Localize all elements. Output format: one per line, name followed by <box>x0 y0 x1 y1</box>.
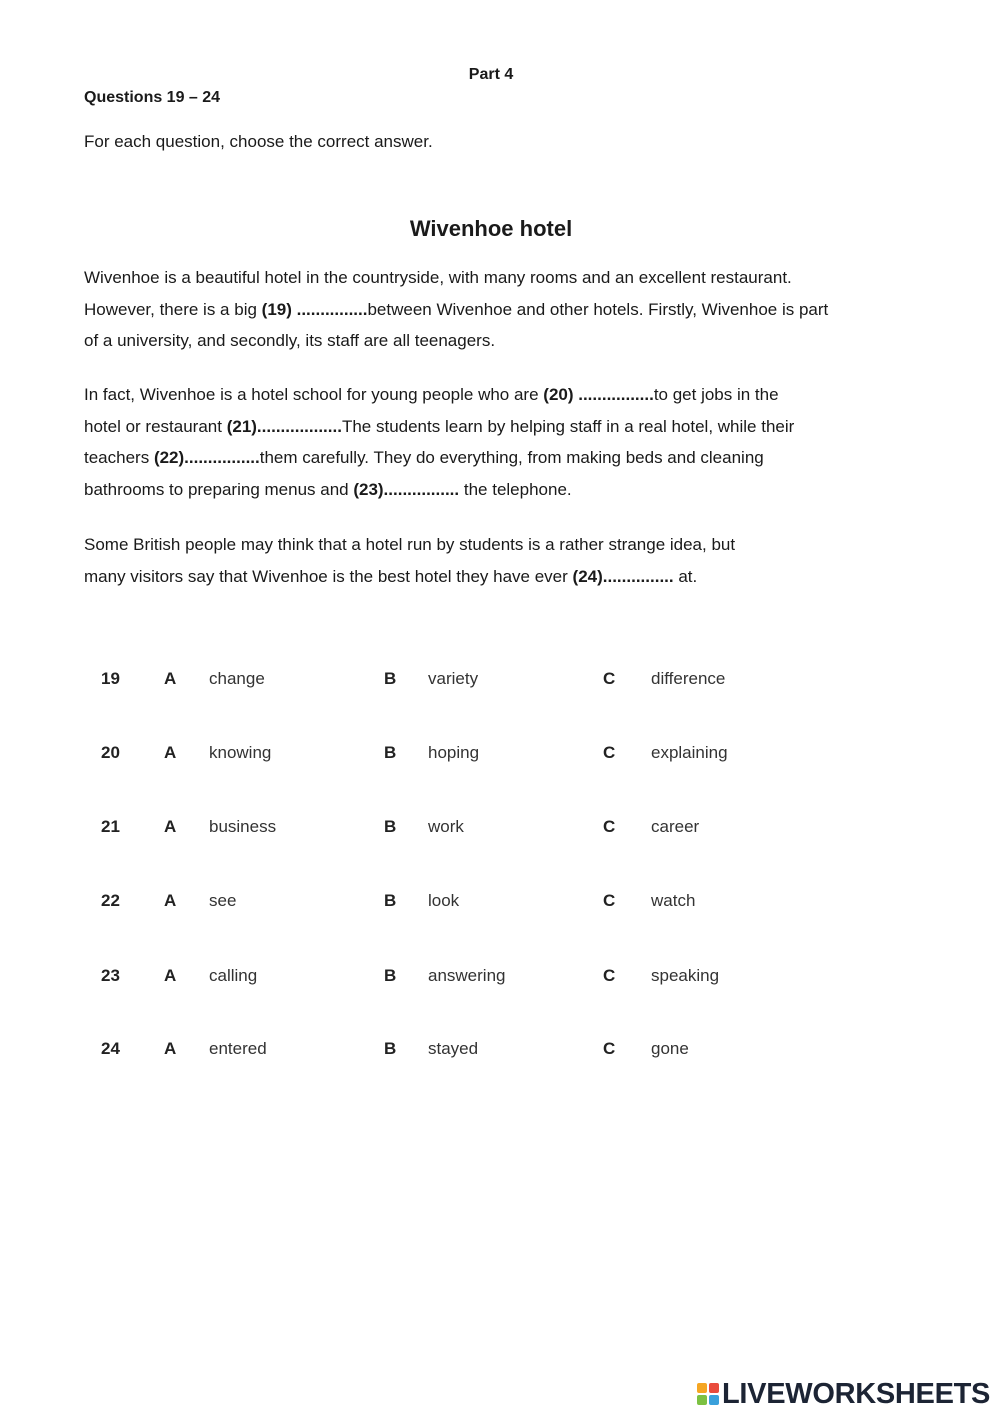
paragraph-line: bathrooms to preparing menus and (23)................ the telephone. <box>84 479 572 499</box>
gap-20: (20) ................ <box>543 385 654 404</box>
gap-21: (21).................. <box>226 416 342 436</box>
option-b[interactable]: hoping <box>428 743 480 762</box>
question-number: 21 <box>101 817 120 836</box>
instruction-text: For each question, choose the correct answer. <box>84 132 433 151</box>
option-letter-b: B <box>384 669 397 688</box>
option-letter-a: A <box>164 1039 177 1058</box>
paragraph-line: teachers (22)................them carefully. They do everything, from making beds and cleaning <box>84 448 764 467</box>
question-row-24 <box>0 1034 1000 1064</box>
logo-square <box>709 1395 719 1405</box>
option-letter-a: A <box>164 966 177 985</box>
question-row-21 <box>0 812 1000 842</box>
option-c[interactable]: gone <box>651 1039 689 1058</box>
question-row-23 <box>0 961 1000 991</box>
option-c[interactable]: difference <box>651 669 726 688</box>
option-c[interactable]: explaining <box>651 743 728 762</box>
option-a[interactable]: see <box>209 891 237 910</box>
option-letter-c: C <box>603 1039 616 1058</box>
option-letter-b: B <box>384 966 397 985</box>
gap-22: (22)................ <box>153 448 260 467</box>
option-letter-a: A <box>164 817 177 836</box>
gap-19: (19) ............... <box>261 299 368 319</box>
logo-square <box>709 1383 719 1393</box>
paragraph-line: Some British people may think that a hotel run by students is a rather strange idea, but <box>84 535 736 554</box>
paragraph-3 <box>84 529 914 592</box>
logo-icon <box>697 1383 719 1405</box>
option-letter-a: A <box>164 669 177 688</box>
paragraph-line: However, there is a big (19) ...............between Wivenhoe and other hotels. Firstly, Wivenhoe is part <box>84 299 829 319</box>
option-letter-c: C <box>603 966 616 985</box>
option-c[interactable]: watch <box>651 891 696 910</box>
part-heading: Part 4 <box>468 66 514 83</box>
question-number: 22 <box>101 891 120 910</box>
gap-23: (23)................ <box>353 479 460 499</box>
question-row-19 <box>0 664 1000 694</box>
liveworksheets-logo[interactable] <box>697 1378 990 1410</box>
paragraph-1 <box>84 262 914 357</box>
question-row-22 <box>0 886 1000 916</box>
question-number: 24 <box>101 1039 120 1058</box>
option-c[interactable]: speaking <box>651 966 720 985</box>
question-number: 20 <box>101 743 120 762</box>
option-a[interactable]: calling <box>209 966 258 985</box>
questions-range: Questions 19 – 24 <box>84 89 221 106</box>
option-c[interactable]: career <box>651 817 700 836</box>
logo-text: LIVEWORKSHEETS <box>722 1377 991 1410</box>
option-a[interactable]: knowing <box>209 743 272 762</box>
question-number: 19 <box>101 669 120 688</box>
option-letter-c: C <box>603 669 616 688</box>
option-letter-c: C <box>603 743 616 762</box>
paragraph-line: Wivenhoe is a beautiful hotel in the countryside, with many rooms and an excellent restaurant. <box>84 268 792 287</box>
gap-24: (24)............... <box>572 566 674 586</box>
option-letter-a: A <box>164 891 177 910</box>
option-letter-c: C <box>603 817 616 836</box>
article-title: Wivenhoe hotel <box>409 216 573 241</box>
option-b[interactable]: variety <box>428 669 479 688</box>
option-letter-b: B <box>384 817 397 836</box>
option-letter-b: B <box>384 1039 397 1058</box>
logo-square <box>697 1383 707 1393</box>
paragraph-line: of a university, and secondly, its staff are all teenagers. <box>84 331 496 350</box>
option-a[interactable]: entered <box>209 1039 267 1058</box>
paragraph-line: hotel or restaurant (21)..................The students learn by helping staff in a real hotel, while their <box>84 416 795 436</box>
paragraph-line: many visitors say that Wivenhoe is the best hotel they have ever (24)............... at. <box>84 566 698 586</box>
option-b[interactable]: work <box>428 817 464 836</box>
option-letter-b: B <box>384 891 397 910</box>
option-b[interactable]: answering <box>428 966 506 985</box>
option-a[interactable]: change <box>209 669 265 688</box>
question-row-20 <box>0 738 1000 768</box>
option-letter-a: A <box>164 743 177 762</box>
question-number: 23 <box>101 966 120 985</box>
option-letter-b: B <box>384 743 397 762</box>
option-a[interactable]: business <box>209 817 277 836</box>
paragraph-line: In fact, Wivenhoe is a hotel school for young people who are (20) ................to get jobs in the <box>84 385 779 404</box>
option-b[interactable]: stayed <box>428 1039 479 1058</box>
paragraph-2 <box>84 379 914 505</box>
logo-square <box>697 1395 707 1405</box>
option-letter-c: C <box>603 891 616 910</box>
option-b[interactable]: look <box>428 891 460 910</box>
